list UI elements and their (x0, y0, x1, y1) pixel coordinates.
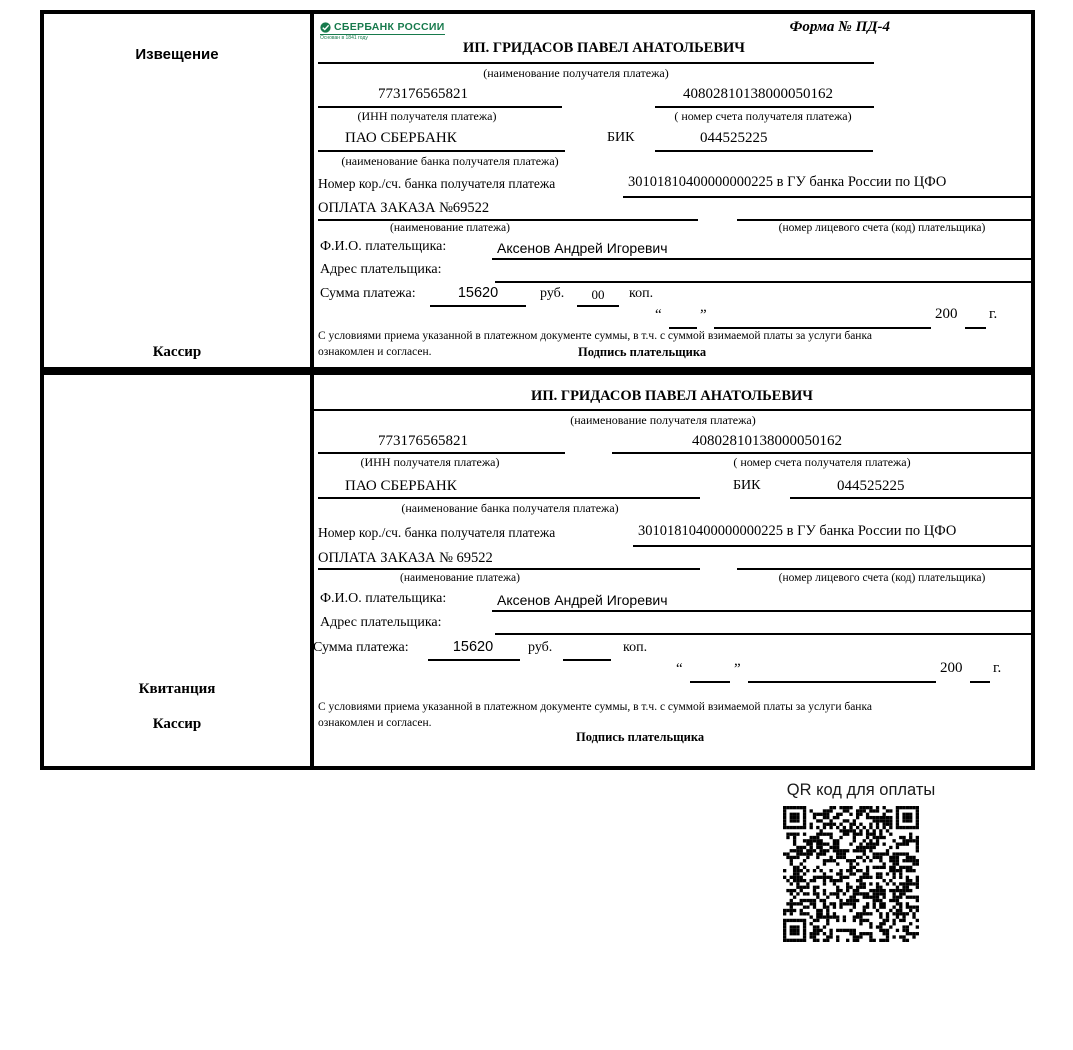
receipt-terms-line2: ознакомлен и согласен. (318, 717, 432, 729)
sberbank-coin-icon (320, 22, 331, 33)
notice-corr-label: Номер кор./сч. банка получателя платежа (318, 176, 556, 191)
notice-rub-label: руб. (540, 286, 565, 301)
notice-kop-label: коп. (629, 286, 654, 301)
receipt-payment-name: ОПЛАТА ЗАКАЗА № 69522 (318, 550, 493, 566)
notice-column-divider (310, 10, 314, 371)
notice-bank-name: ПАО СБЕРБАНК (345, 130, 457, 146)
notice-terms-line2: ознакомлен и согласен. (318, 346, 432, 358)
rule (748, 681, 936, 683)
receipt-personal-caption: (номер лицевого счета (код) плательщика) (778, 572, 986, 584)
receipt-payment-caption: (наименование платежа) (400, 572, 520, 584)
notice-payer-label: Ф.И.О. плательщика: (320, 239, 447, 254)
qr-code (783, 806, 919, 942)
receipt-year-prefix: 200 (940, 660, 963, 676)
rule (612, 452, 1031, 454)
receipt-cashier-label: Кассир (152, 716, 202, 732)
rule (428, 659, 520, 661)
receipt-account-value: 40802810138000050162 (692, 433, 842, 449)
receipt-bik-value: 044525225 (837, 478, 905, 494)
receipt-date-quote-close: ” (734, 661, 741, 677)
rule (318, 219, 698, 221)
sberbank-logo (320, 21, 445, 41)
notice-cashier-label: Кассир (152, 344, 202, 360)
sberbank-logo-subtext: Основан в 1841 году (320, 35, 368, 41)
receipt-bank-caption: (наименование банка получателя платежа) (401, 501, 619, 515)
notice-payment-name: ОПЛАТА ЗАКАЗА №69522 (318, 200, 490, 216)
receipt-corr-label: Номер кор./сч. банка получателя платежа (318, 525, 556, 540)
rule (737, 219, 1031, 221)
rule (790, 497, 1031, 499)
rule (655, 106, 874, 108)
notice-inn-caption: (ИНН получателя платежа) (357, 109, 497, 123)
receipt-inn-caption: (ИНН получателя платежа) (360, 455, 500, 469)
receipt-corr-value: 30101810400000000225 в ГУ банка России по ЦФО (638, 523, 957, 539)
sberbank-logo-text: СБЕРБАНК РОССИИ (334, 21, 445, 33)
notice-date-quote-open: “ (655, 307, 662, 323)
notice-sum-label: Сумма платежа: (320, 286, 416, 301)
form-number-label: Форма № ПД-4 (789, 19, 890, 35)
notice-year-suffix: г. (989, 306, 998, 322)
receipt-bik-label: БИК (733, 478, 761, 493)
rule (623, 196, 1031, 198)
receipt-side-label: Квитанция (138, 681, 216, 697)
notice-personal-caption: (номер лицевого счета (код) плательщика) (778, 222, 986, 234)
rule (318, 497, 700, 499)
receipt-account-caption: ( номер счета получателя платежа) (733, 455, 911, 469)
notice-sum-kop-value: 00 (591, 287, 605, 302)
notice-account-caption: ( номер счета получателя платежа) (674, 109, 852, 123)
rule (577, 305, 619, 307)
rule (690, 681, 730, 683)
rule (492, 610, 1033, 612)
receipt-column-divider (310, 371, 314, 770)
notice-bik-value: 044525225 (700, 130, 768, 146)
receipt-payer-label: Ф.И.О. плательщика: (320, 591, 447, 606)
receipt-kop-label: коп. (623, 640, 648, 655)
receipt-payee-caption: (наименование получателя платежа) (570, 413, 756, 427)
rule (965, 327, 986, 329)
receipt-address-label: Адрес плательщика: (320, 615, 442, 630)
receipt-rub-label: руб. (528, 640, 553, 655)
receipt-terms-line1: С условиями приема указанной в платежном документе суммы, в т.ч. с суммой взимаемой платы за услуги банка (318, 701, 872, 713)
receipt-inn-value: 773176565821 (378, 433, 468, 449)
receipt-signature-label: Подпись плательщика (576, 730, 705, 744)
notice-payee-caption: (наименование получателя платежа) (483, 66, 669, 80)
rule (318, 62, 874, 64)
rule (669, 327, 697, 329)
notice-payer-name: Аксенов Андрей Игоревич (497, 240, 668, 256)
notice-date-quote-close: ” (700, 307, 707, 323)
notice-sum-rub-value: 15620 (457, 285, 499, 301)
receipt-sum-rub-value: 15620 (452, 639, 494, 655)
rule (430, 305, 526, 307)
rule (563, 659, 611, 661)
notice-address-label: Адрес плательщика: (320, 262, 442, 277)
notice-payment-caption: (наименование платежа) (390, 222, 510, 234)
rule (970, 681, 990, 683)
rule (495, 633, 1033, 635)
notice-bank-caption: (наименование банка получателя платежа) (341, 154, 559, 168)
rule (495, 281, 1031, 283)
rule (737, 568, 1031, 570)
notice-payee-name: ИП. ГРИДАСОВ ПАВЕЛ АНАТОЛЬЕВИЧ (463, 40, 745, 56)
notice-inn-value: 773176565821 (378, 86, 468, 102)
qr-label: QR код для оплаты (786, 781, 936, 799)
rule (655, 150, 873, 152)
rule (318, 568, 700, 570)
receipt-date-quote-open: “ (676, 661, 683, 677)
rule (318, 106, 562, 108)
rule (633, 545, 1031, 547)
notice-corr-value: 30101810400000000225 в ГУ банка России по ЦФО (628, 174, 947, 190)
notice-bik-label: БИК (607, 130, 635, 145)
receipt-year-suffix: г. (993, 660, 1002, 676)
receipt-payer-name: Аксенов Андрей Игоревич (497, 592, 668, 608)
notice-account-value: 40802810138000050162 (683, 86, 833, 102)
rule (714, 327, 931, 329)
notice-signature-label: Подпись плательщика (578, 345, 707, 359)
rule (318, 150, 565, 152)
receipt-sum-label: Сумма платежа: (313, 640, 409, 655)
notice-year-prefix: 200 (935, 306, 958, 322)
notice-terms-line1: С условиями приема указанной в платежном документе суммы, в т.ч. с суммой взимаемой платы за услуги банка (318, 330, 872, 342)
rule (318, 452, 565, 454)
notice-side-label: Извещение (135, 46, 219, 63)
receipt-bank-name: ПАО СБЕРБАНК (345, 478, 457, 494)
rule (314, 409, 1031, 411)
rule (492, 258, 1031, 260)
receipt-payee-name: ИП. ГРИДАСОВ ПАВЕЛ АНАТОЛЬЕВИЧ (531, 388, 813, 404)
